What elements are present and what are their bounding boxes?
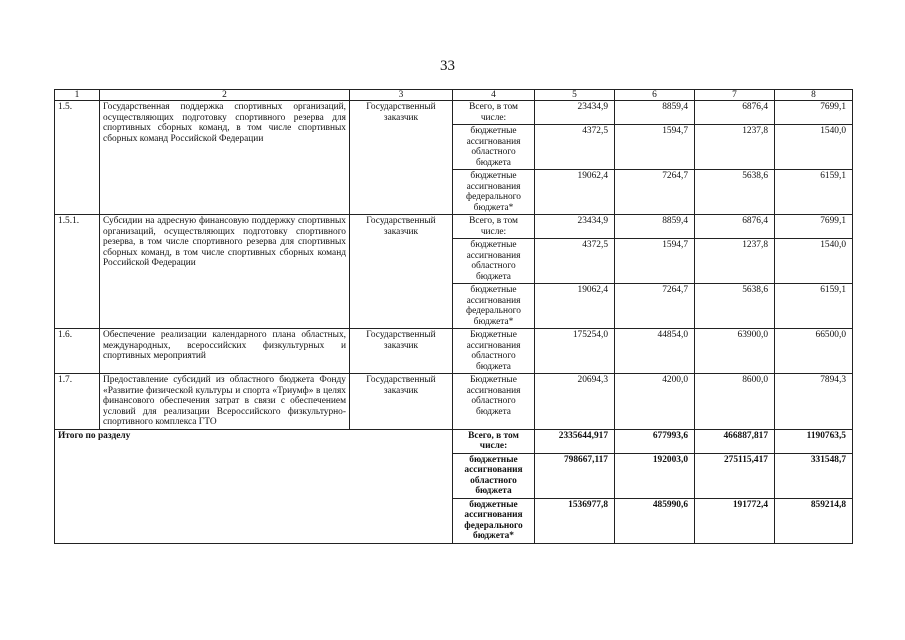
header-cell: 3: [350, 90, 453, 101]
value-cell: 175254,0: [535, 329, 615, 374]
value-cell: 4372,5: [535, 239, 615, 284]
item-description-cell: Предоставление субсидий из областного бюджета Фонду «Развитие физической культуры и спорта «Триумф» в целях финансового обеспечения затрат в связи с обеспечением условий для реализации Всероссийского физкультурно-спортивного комплекса ГТО: [100, 374, 350, 430]
value-cell: 23434,9: [535, 101, 615, 125]
value-cell: 1536977,8: [535, 498, 615, 543]
header-cell: 1: [55, 90, 100, 101]
total-row: [55, 429, 853, 453]
funding-source-cell: бюджетные ассигнования областного бюджета: [453, 239, 535, 284]
funding-source-cell: Всего, в том числе:: [453, 429, 535, 453]
value-cell: 2335644,917: [535, 429, 615, 453]
value-cell: 677993,6: [615, 429, 695, 453]
funding-source-cell: бюджетные ассигнования федерального бюджета*: [453, 284, 535, 329]
value-cell: 5638,6: [695, 170, 775, 215]
funding-source-cell: Всего, в том числе:: [453, 215, 535, 239]
value-cell: 4372,5: [535, 125, 615, 170]
item-description-cell: Обеспечение реализации календарного плана областных, международных, всероссийских физкультурных и спортивных мероприятий: [100, 329, 350, 374]
customer-cell: Государственный заказчик: [350, 329, 453, 374]
value-cell: 19062,4: [535, 284, 615, 329]
value-cell: 5638,6: [695, 284, 775, 329]
value-cell: 192003,0: [615, 453, 695, 498]
value-cell: 23434,9: [535, 215, 615, 239]
header-cell: 6: [615, 90, 695, 101]
funding-source-cell: Всего, в том числе:: [453, 101, 535, 125]
value-cell: 7699,1: [775, 215, 853, 239]
value-cell: 798667,117: [535, 453, 615, 498]
value-cell: 19062,4: [535, 170, 615, 215]
value-cell: 7894,3: [775, 374, 853, 430]
funding-source-cell: Бюджетные ассигнования областного бюджета: [453, 374, 535, 430]
value-cell: 44854,0: [615, 329, 695, 374]
header-cell: 4: [453, 90, 535, 101]
budget-table: [54, 89, 853, 544]
customer-cell: Государственный заказчик: [350, 101, 453, 215]
value-cell: 1594,7: [615, 239, 695, 284]
header-cell: 8: [775, 90, 853, 101]
item-number-cell: 1.5.1.: [55, 215, 100, 329]
table-row: [55, 329, 853, 374]
value-cell: 6159,1: [775, 284, 853, 329]
page-number: 33: [440, 58, 455, 74]
item-number-cell: 1.6.: [55, 329, 100, 374]
value-cell: 6159,1: [775, 170, 853, 215]
item-description-cell: Государственная поддержка спортивных организаций, осуществляющих подготовку спортивного резерва для спортивных сборных команд, в том числе спортивных сборных команд Российской Федерации: [100, 101, 350, 215]
value-cell: 8859,4: [615, 101, 695, 125]
header-cell: 5: [535, 90, 615, 101]
value-cell: 485990,6: [615, 498, 695, 543]
customer-cell: Государственный заказчик: [350, 374, 453, 430]
value-cell: 6876,4: [695, 101, 775, 125]
value-cell: 1237,8: [695, 125, 775, 170]
item-number-cell: 1.5.: [55, 101, 100, 215]
value-cell: 6876,4: [695, 215, 775, 239]
header-cell: 7: [695, 90, 775, 101]
funding-source-cell: бюджетные ассигнования федерального бюджета*: [453, 498, 535, 543]
value-cell: 66500,0: [775, 329, 853, 374]
table-row: [55, 215, 853, 239]
value-cell: 4200,0: [615, 374, 695, 430]
total-label-cell: Итого по разделу: [55, 429, 453, 543]
value-cell: 7264,7: [615, 170, 695, 215]
value-cell: 466887,817: [695, 429, 775, 453]
funding-source-cell: бюджетные ассигнования областного бюджета: [453, 125, 535, 170]
value-cell: 275115,417: [695, 453, 775, 498]
customer-cell: Государственный заказчик: [350, 215, 453, 329]
table-row: [55, 101, 853, 125]
value-cell: 63900,0: [695, 329, 775, 374]
item-number-cell: 1.7.: [55, 374, 100, 430]
funding-source-cell: Бюджетные ассигнования областного бюджета: [453, 329, 535, 374]
value-cell: 331548,7: [775, 453, 853, 498]
value-cell: 1237,8: [695, 239, 775, 284]
header-row: [55, 90, 853, 101]
value-cell: 20694,3: [535, 374, 615, 430]
value-cell: 1594,7: [615, 125, 695, 170]
value-cell: 1540,0: [775, 239, 853, 284]
funding-source-cell: бюджетные ассигнования областного бюджета: [453, 453, 535, 498]
value-cell: 7699,1: [775, 101, 853, 125]
header-cell: 2: [100, 90, 350, 101]
value-cell: 1540,0: [775, 125, 853, 170]
value-cell: 8859,4: [615, 215, 695, 239]
value-cell: 191772,4: [695, 498, 775, 543]
value-cell: 1190763,5: [775, 429, 853, 453]
value-cell: 8600,0: [695, 374, 775, 430]
funding-source-cell: бюджетные ассигнования федерального бюджета*: [453, 170, 535, 215]
item-description-cell: Субсидии на адресную финансовую поддержку спортивных организаций, осуществляющих подготовку спортивного резерва, в том числе спортивного резерва для спортивных сборных команд, в том числе спортивных сборных команд Российской Федерации: [100, 215, 350, 329]
value-cell: 7264,7: [615, 284, 695, 329]
table-row: [55, 374, 853, 430]
value-cell: 859214,8: [775, 498, 853, 543]
